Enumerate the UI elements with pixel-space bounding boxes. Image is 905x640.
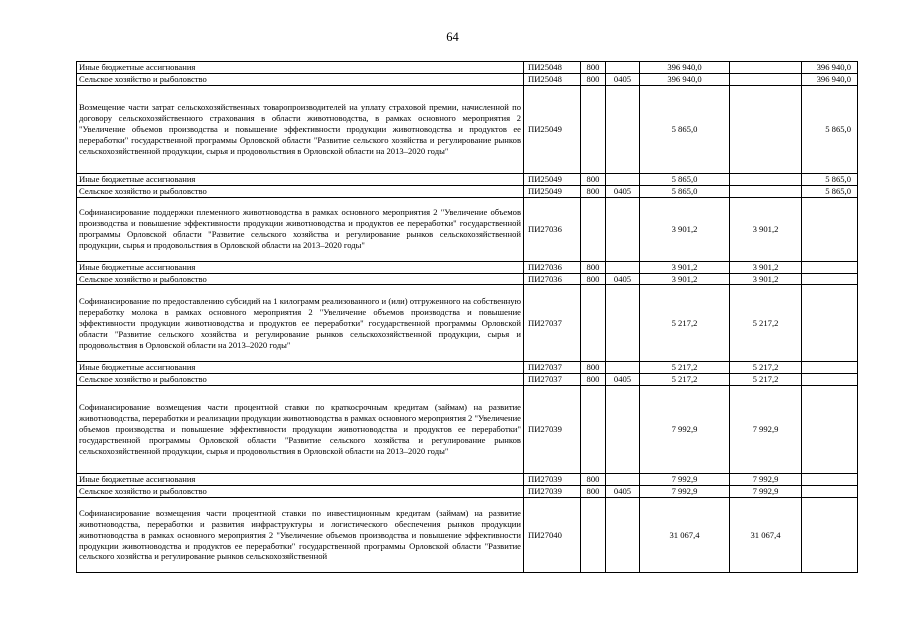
row-col3 bbox=[802, 261, 858, 273]
table-row bbox=[77, 498, 858, 573]
row-total: 7 992,9 bbox=[640, 486, 730, 498]
row-name: Сельское хозяйство и рыболовство bbox=[77, 374, 524, 386]
row-vr: 800 bbox=[581, 362, 606, 374]
row-code: ПИ27036 bbox=[524, 273, 581, 285]
row-col3: 5 865,0 bbox=[802, 173, 858, 185]
row-code: ПИ27036 bbox=[524, 197, 581, 261]
row-rz: 0405 bbox=[606, 486, 640, 498]
row-col3: 5 865,0 bbox=[802, 185, 858, 197]
row-name: Сельское хозяйство и рыболовство bbox=[77, 486, 524, 498]
row-col2: 5 217,2 bbox=[730, 362, 802, 374]
row-rz bbox=[606, 197, 640, 261]
table-row bbox=[77, 486, 858, 498]
row-col3 bbox=[802, 498, 858, 573]
table-row bbox=[77, 261, 858, 273]
table-row bbox=[77, 173, 858, 185]
row-name: Иные бюджетные ассигнования bbox=[77, 62, 524, 74]
table-row bbox=[77, 197, 858, 261]
row-name: Сельское хозяйство и рыболовство bbox=[77, 273, 524, 285]
row-rz bbox=[606, 362, 640, 374]
row-code: ПИ27039 bbox=[524, 386, 581, 474]
row-rz: 0405 bbox=[606, 73, 640, 85]
row-rz bbox=[606, 474, 640, 486]
row-vr: 800 bbox=[581, 474, 606, 486]
row-name: Иные бюджетные ассигнования bbox=[77, 474, 524, 486]
table-row bbox=[77, 386, 858, 474]
row-total: 5 217,2 bbox=[640, 374, 730, 386]
row-vr bbox=[581, 197, 606, 261]
row-vr bbox=[581, 498, 606, 573]
row-total: 396 940,0 bbox=[640, 73, 730, 85]
row-rz: 0405 bbox=[606, 185, 640, 197]
row-code: ПИ25048 bbox=[524, 62, 581, 74]
row-vr bbox=[581, 285, 606, 362]
row-col3 bbox=[802, 273, 858, 285]
row-total: 3 901,2 bbox=[640, 273, 730, 285]
row-total: 396 940,0 bbox=[640, 62, 730, 74]
row-name: Иные бюджетные ассигнования bbox=[77, 261, 524, 273]
row-rz bbox=[606, 62, 640, 74]
row-code: ПИ27037 bbox=[524, 285, 581, 362]
table-row bbox=[77, 85, 858, 173]
row-vr: 800 bbox=[581, 62, 606, 74]
row-code: ПИ27037 bbox=[524, 374, 581, 386]
row-col3: 396 940,0 bbox=[802, 62, 858, 74]
row-total: 5 865,0 bbox=[640, 185, 730, 197]
row-vr: 800 bbox=[581, 173, 606, 185]
row-vr: 800 bbox=[581, 185, 606, 197]
table-row bbox=[77, 374, 858, 386]
row-vr: 800 bbox=[581, 261, 606, 273]
table-row bbox=[77, 62, 858, 74]
row-name: Софинансирование возмещения части процентной ставки по краткосрочным кредитам (займам) на развитие животноводства, переработки и реализации продукции животноводства в рамках основного мероприятия 2 "Увеличение объемов производства и повышение эффективности продукции животноводства и продуктов ее переработки" государственной программы Орловской области "Развитие сельского хозяйства и регулирование рынков сельскохозяйственной продукции, сырья и продовольствия в Орловской области на 2013–2020 годы" bbox=[77, 386, 524, 474]
row-col2: 5 217,2 bbox=[730, 285, 802, 362]
row-col2: 3 901,2 bbox=[730, 261, 802, 273]
row-name: Иные бюджетные ассигнования bbox=[77, 173, 524, 185]
row-vr bbox=[581, 85, 606, 173]
row-name: Иные бюджетные ассигнования bbox=[77, 362, 524, 374]
row-total: 5 217,2 bbox=[640, 362, 730, 374]
row-col2: 7 992,9 bbox=[730, 486, 802, 498]
row-name: Софинансирование по предоставлению субсидий на 1 килограмм реализованного и (или) отгруженного на собственную переработку молока в рамках основного мероприятия 2 "Увеличение объемов производства и повышение эффективности продукции животноводства и продуктов ее переработки" государственной программы Орловской области "Развитие сельского хозяйства и регулирование рынков сельскохозяйственной продукции, сырья и продовольствия в Орловской области на 2013–2020 годы" bbox=[77, 285, 524, 362]
row-code: ПИ27037 bbox=[524, 362, 581, 374]
row-col2: 7 992,9 bbox=[730, 386, 802, 474]
row-col2 bbox=[730, 62, 802, 74]
row-name: Софинансирование поддержки племенного животноводства в рамках основного мероприятия 2 "Увеличение объемов производства и повышение эффективности продукции животноводства и продуктов ее переработки" государственной программы Орловской области "Развитие сельского хозяйства и регулирование рынков сельскохозяйственной продукции, сырья и продовольствия в Орловской области на 2013–2020 годы" bbox=[77, 197, 524, 261]
row-col2: 7 992,9 bbox=[730, 474, 802, 486]
row-code: ПИ27040 bbox=[524, 498, 581, 573]
row-vr: 800 bbox=[581, 273, 606, 285]
row-rz bbox=[606, 261, 640, 273]
row-rz bbox=[606, 285, 640, 362]
row-rz: 0405 bbox=[606, 273, 640, 285]
row-total: 5 865,0 bbox=[640, 85, 730, 173]
row-total: 5 217,2 bbox=[640, 285, 730, 362]
row-col3 bbox=[802, 386, 858, 474]
row-col2 bbox=[730, 85, 802, 173]
row-rz bbox=[606, 386, 640, 474]
page-number: 64 bbox=[446, 30, 459, 44]
row-col3 bbox=[802, 362, 858, 374]
row-col3: 396 940,0 bbox=[802, 73, 858, 85]
row-col3 bbox=[802, 285, 858, 362]
row-name: Софинансирование возмещения части процентной ставки по инвестиционным кредитам (займам) на развитие животноводства, переработки и развития инфраструктуры и логистического обеспечения рынков продукции животноводства в рамках основного мероприятия 2 "Увеличение объемов производства и повышение эффективности продукции животноводства и продуктов ее переработки" государственной программы Орловской области "Развитие сельского хозяйства и регулирование рынков сельскохозяйственной bbox=[77, 498, 524, 573]
row-col2 bbox=[730, 185, 802, 197]
row-code: ПИ27036 bbox=[524, 261, 581, 273]
row-name: Сельское хозяйство и рыболовство bbox=[77, 73, 524, 85]
row-total: 5 865,0 bbox=[640, 173, 730, 185]
row-col2: 3 901,2 bbox=[730, 273, 802, 285]
row-col2: 31 067,4 bbox=[730, 498, 802, 573]
row-vr: 800 bbox=[581, 73, 606, 85]
row-code: ПИ27039 bbox=[524, 474, 581, 486]
row-name: Возмещение части затрат сельскохозяйственных товаропроизводителей на уплату страховой премии, начисленной по договору сельскохозяйственного страхования в области животноводства, в рамках основного мероприятия 2 "Увеличение объемов производства и повышение эффективности продукции животноводства и продуктов ее переработки" государственной программы Орловской области "Развитие сельского хозяйства и регулирование рынков сельскохозяйственной продукции, сырья и продовольствия в Орловской области на 2013–2020 годы" bbox=[77, 85, 524, 173]
row-code: ПИ27039 bbox=[524, 486, 581, 498]
row-col2 bbox=[730, 73, 802, 85]
row-rz bbox=[606, 498, 640, 573]
table-row bbox=[77, 273, 858, 285]
table-row bbox=[77, 474, 858, 486]
row-name: Сельское хозяйство и рыболовство bbox=[77, 185, 524, 197]
row-col2: 3 901,2 bbox=[730, 197, 802, 261]
row-total: 7 992,9 bbox=[640, 386, 730, 474]
row-vr bbox=[581, 386, 606, 474]
table-row bbox=[77, 185, 858, 197]
row-total: 31 067,4 bbox=[640, 498, 730, 573]
row-code: ПИ25049 bbox=[524, 85, 581, 173]
row-total: 3 901,2 bbox=[640, 197, 730, 261]
row-vr: 800 bbox=[581, 486, 606, 498]
row-col3 bbox=[802, 474, 858, 486]
row-code: ПИ25049 bbox=[524, 173, 581, 185]
row-vr: 800 bbox=[581, 374, 606, 386]
row-rz: 0405 bbox=[606, 374, 640, 386]
row-col2 bbox=[730, 173, 802, 185]
row-code: ПИ25048 bbox=[524, 73, 581, 85]
row-col2: 5 217,2 bbox=[730, 374, 802, 386]
row-total: 7 992,9 bbox=[640, 474, 730, 486]
row-total: 3 901,2 bbox=[640, 261, 730, 273]
table-row bbox=[77, 73, 858, 85]
row-col3 bbox=[802, 197, 858, 261]
row-col3 bbox=[802, 486, 858, 498]
budget-table bbox=[76, 61, 858, 573]
table-row bbox=[77, 362, 858, 374]
row-code: ПИ25049 bbox=[524, 185, 581, 197]
table-row bbox=[77, 285, 858, 362]
row-col3: 5 865,0 bbox=[802, 85, 858, 173]
row-rz bbox=[606, 85, 640, 173]
row-rz bbox=[606, 173, 640, 185]
row-col3 bbox=[802, 374, 858, 386]
